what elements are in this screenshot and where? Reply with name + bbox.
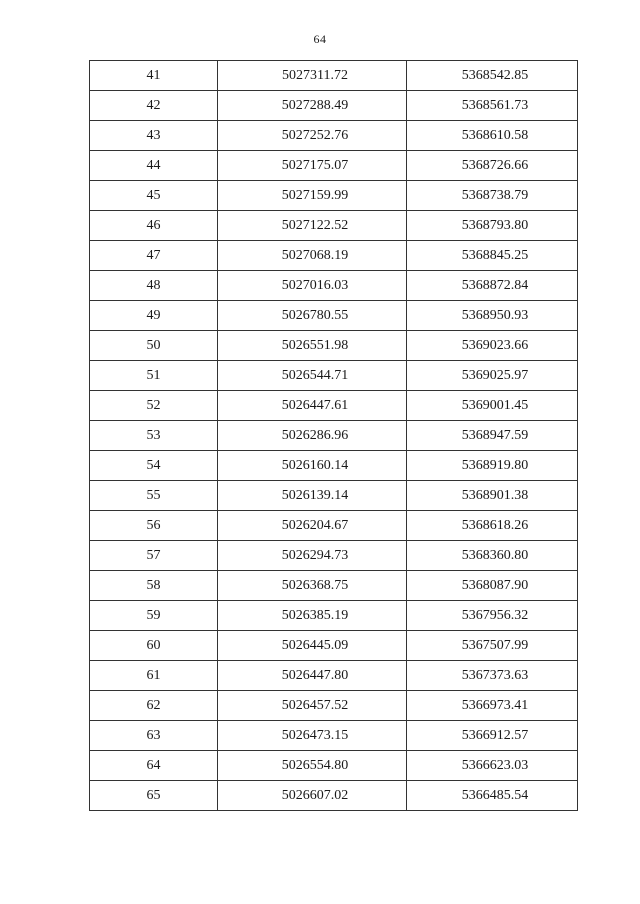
point-number-cell: 41 <box>90 61 218 91</box>
x-coordinate-cell: 5027068.19 <box>218 241 407 271</box>
point-number-cell: 50 <box>90 331 218 361</box>
y-coordinate-cell: 5366973.41 <box>407 691 578 721</box>
y-coordinate-cell: 5368872.84 <box>407 271 578 301</box>
point-number-cell: 53 <box>90 421 218 451</box>
point-number-cell: 58 <box>90 571 218 601</box>
point-number-cell: 45 <box>90 181 218 211</box>
page-number: 64 <box>313 32 327 46</box>
point-number-cell: 60 <box>90 631 218 661</box>
point-number-cell: 59 <box>90 601 218 631</box>
point-number-cell: 51 <box>90 361 218 391</box>
y-coordinate-cell: 5368845.25 <box>407 241 578 271</box>
table-row <box>90 361 578 391</box>
x-coordinate-cell: 5027252.76 <box>218 121 407 151</box>
table-row <box>90 241 578 271</box>
point-number-cell: 52 <box>90 391 218 421</box>
y-coordinate-cell: 5368087.90 <box>407 571 578 601</box>
table-row <box>90 331 578 361</box>
point-number-cell: 54 <box>90 451 218 481</box>
y-coordinate-cell: 5367373.63 <box>407 661 578 691</box>
point-number-cell: 42 <box>90 91 218 121</box>
x-coordinate-cell: 5026204.67 <box>218 511 407 541</box>
x-coordinate-cell: 5026447.61 <box>218 391 407 421</box>
table-row <box>90 181 578 211</box>
x-coordinate-cell: 5027311.72 <box>218 61 407 91</box>
y-coordinate-cell: 5368950.93 <box>407 301 578 331</box>
y-coordinate-cell: 5368947.59 <box>407 421 578 451</box>
y-coordinate-cell: 5367507.99 <box>407 631 578 661</box>
y-coordinate-cell: 5368561.73 <box>407 91 578 121</box>
y-coordinate-cell: 5366912.57 <box>407 721 578 751</box>
y-coordinate-cell: 5368793.80 <box>407 211 578 241</box>
x-coordinate-cell: 5026447.80 <box>218 661 407 691</box>
x-coordinate-cell: 5026473.15 <box>218 721 407 751</box>
table-row <box>90 301 578 331</box>
point-number-cell: 63 <box>90 721 218 751</box>
table-row <box>90 601 578 631</box>
point-number-cell: 65 <box>90 781 218 811</box>
y-coordinate-cell: 5368618.26 <box>407 511 578 541</box>
table-row <box>90 91 578 121</box>
y-coordinate-cell: 5369023.66 <box>407 331 578 361</box>
y-coordinate-cell: 5368738.79 <box>407 181 578 211</box>
table-row <box>90 661 578 691</box>
y-coordinate-cell: 5368542.85 <box>407 61 578 91</box>
y-coordinate-cell: 5368919.80 <box>407 451 578 481</box>
point-number-cell: 44 <box>90 151 218 181</box>
x-coordinate-cell: 5026368.75 <box>218 571 407 601</box>
table-row <box>90 541 578 571</box>
x-coordinate-cell: 5027122.52 <box>218 211 407 241</box>
table-row <box>90 271 578 301</box>
point-number-cell: 43 <box>90 121 218 151</box>
x-coordinate-cell: 5027288.49 <box>218 91 407 121</box>
table-row <box>90 61 578 91</box>
point-number-cell: 56 <box>90 511 218 541</box>
y-coordinate-cell: 5368901.38 <box>407 481 578 511</box>
table-row <box>90 721 578 751</box>
x-coordinate-cell: 5026457.52 <box>218 691 407 721</box>
y-coordinate-cell: 5369025.97 <box>407 361 578 391</box>
point-number-cell: 49 <box>90 301 218 331</box>
coordinates-table-body <box>90 61 578 811</box>
x-coordinate-cell: 5027175.07 <box>218 151 407 181</box>
table-row <box>90 451 578 481</box>
y-coordinate-cell: 5367956.32 <box>407 601 578 631</box>
table-row <box>90 481 578 511</box>
y-coordinate-cell: 5368610.58 <box>407 121 578 151</box>
coordinates-table <box>89 60 578 811</box>
x-coordinate-cell: 5026607.02 <box>218 781 407 811</box>
x-coordinate-cell: 5026286.96 <box>218 421 407 451</box>
y-coordinate-cell: 5368360.80 <box>407 541 578 571</box>
table-row <box>90 511 578 541</box>
point-number-cell: 64 <box>90 751 218 781</box>
table-row <box>90 121 578 151</box>
point-number-cell: 47 <box>90 241 218 271</box>
x-coordinate-cell: 5026780.55 <box>218 301 407 331</box>
table-row <box>90 151 578 181</box>
x-coordinate-cell: 5026551.98 <box>218 331 407 361</box>
y-coordinate-cell: 5369001.45 <box>407 391 578 421</box>
point-number-cell: 57 <box>90 541 218 571</box>
x-coordinate-cell: 5026294.73 <box>218 541 407 571</box>
x-coordinate-cell: 5026544.71 <box>218 361 407 391</box>
point-number-cell: 62 <box>90 691 218 721</box>
table-row <box>90 631 578 661</box>
x-coordinate-cell: 5026139.14 <box>218 481 407 511</box>
x-coordinate-cell: 5026554.80 <box>218 751 407 781</box>
x-coordinate-cell: 5027159.99 <box>218 181 407 211</box>
y-coordinate-cell: 5366623.03 <box>407 751 578 781</box>
point-number-cell: 46 <box>90 211 218 241</box>
point-number-cell: 61 <box>90 661 218 691</box>
x-coordinate-cell: 5027016.03 <box>218 271 407 301</box>
table-row <box>90 391 578 421</box>
y-coordinate-cell: 5366485.54 <box>407 781 578 811</box>
table-row <box>90 751 578 781</box>
table-row <box>90 781 578 811</box>
table-row <box>90 421 578 451</box>
table-row <box>90 571 578 601</box>
point-number-cell: 55 <box>90 481 218 511</box>
x-coordinate-cell: 5026160.14 <box>218 451 407 481</box>
point-number-cell: 48 <box>90 271 218 301</box>
x-coordinate-cell: 5026445.09 <box>218 631 407 661</box>
x-coordinate-cell: 5026385.19 <box>218 601 407 631</box>
y-coordinate-cell: 5368726.66 <box>407 151 578 181</box>
table-row <box>90 691 578 721</box>
table-row <box>90 211 578 241</box>
